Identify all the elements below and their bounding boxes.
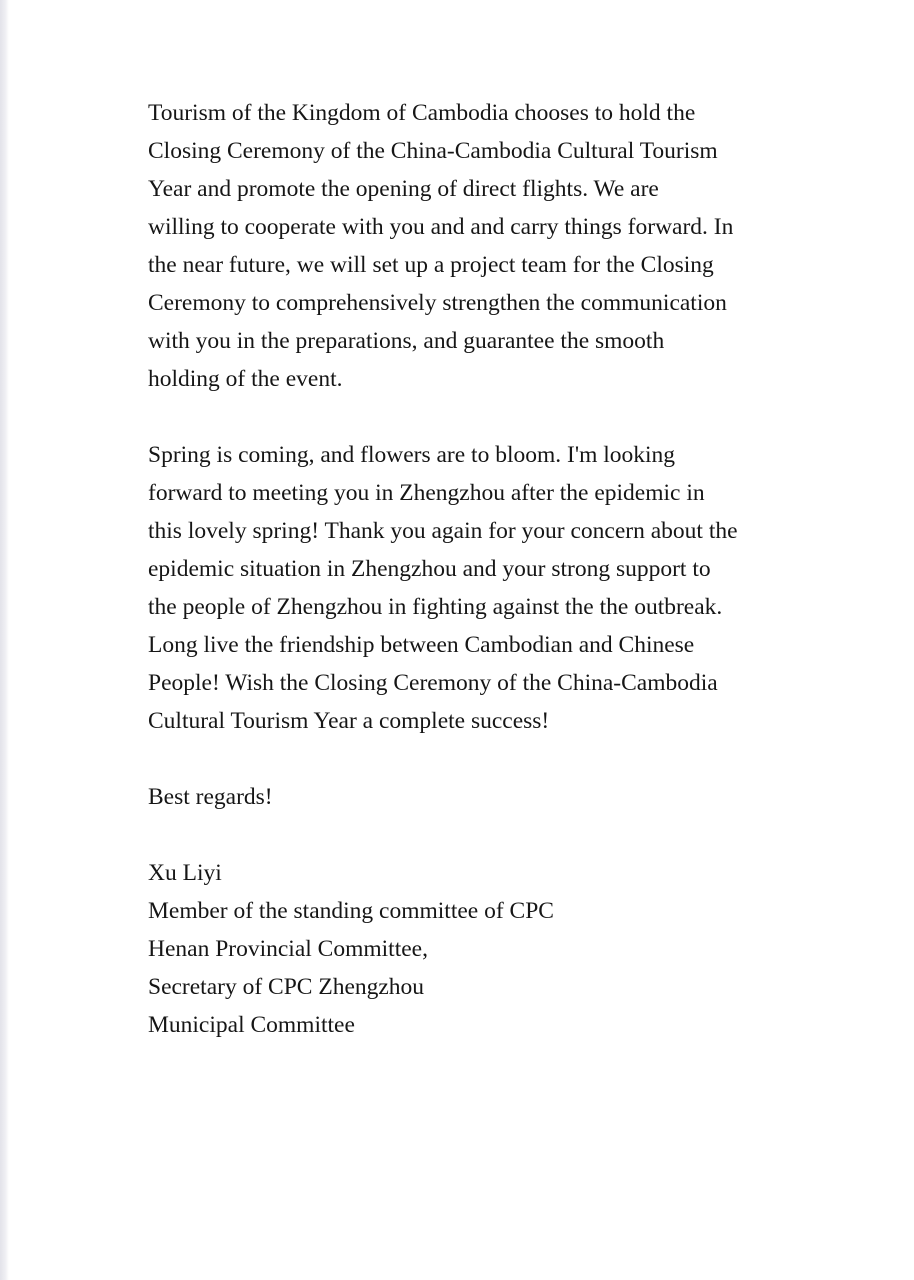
text-line: the people of Zhengzhou in fighting against the the outbreak. (148, 594, 723, 620)
closing-line (148, 778, 808, 816)
paragraph-spacer (148, 740, 808, 778)
signature-title-line: Henan Provincial Committee, (148, 936, 428, 962)
text-line: willing to cooperate with you and and carry things forward. In (148, 214, 734, 240)
closing-text: Best regards! (148, 784, 273, 810)
paragraph-spacer (148, 816, 808, 854)
text-line: Long live the friendship between Cambodian and Chinese (148, 632, 695, 658)
text-line: forward to meeting you in Zhengzhou after the epidemic in (148, 480, 705, 506)
page-edge-shadow (0, 0, 9, 1280)
text-line: Cultural Tourism Year a complete success! (148, 708, 550, 734)
text-line: this lovely spring! Thank you again for your concern about the (148, 518, 738, 544)
text-line: Year and promote the opening of direct flights. We are (148, 176, 659, 202)
body-paragraph-1 (148, 94, 808, 398)
text-line: with you in the preparations, and guarantee the smooth (148, 328, 665, 354)
signature-title-line: Municipal Committee (148, 1012, 355, 1038)
text-line: Spring is coming, and flowers are to bloom. I'm looking (148, 442, 676, 468)
letter-body (148, 94, 808, 1044)
text-line: Tourism of the Kingdom of Cambodia chooses to hold the (148, 100, 696, 126)
text-line: epidemic situation in Zhengzhou and your strong support to (148, 556, 711, 582)
text-line: People! Wish the Closing Ceremony of the China-Cambodia (148, 670, 718, 696)
text-line: the near future, we will set up a project team for the Closing (148, 252, 714, 278)
text-line: Closing Ceremony of the China-Cambodia Cultural Tourism (148, 138, 718, 164)
paragraph-spacer (148, 398, 808, 436)
signature-block (148, 854, 808, 1044)
text-line: Ceremony to comprehensively strengthen the communication (148, 290, 727, 316)
text-line: holding of the event. (148, 366, 343, 392)
signature-title-line: Secretary of CPC Zhengzhou (148, 974, 425, 1000)
signature-title-line: Member of the standing committee of CPC (148, 898, 554, 924)
body-paragraph-2 (148, 436, 808, 740)
signature-name: Xu Liyi (148, 860, 222, 886)
